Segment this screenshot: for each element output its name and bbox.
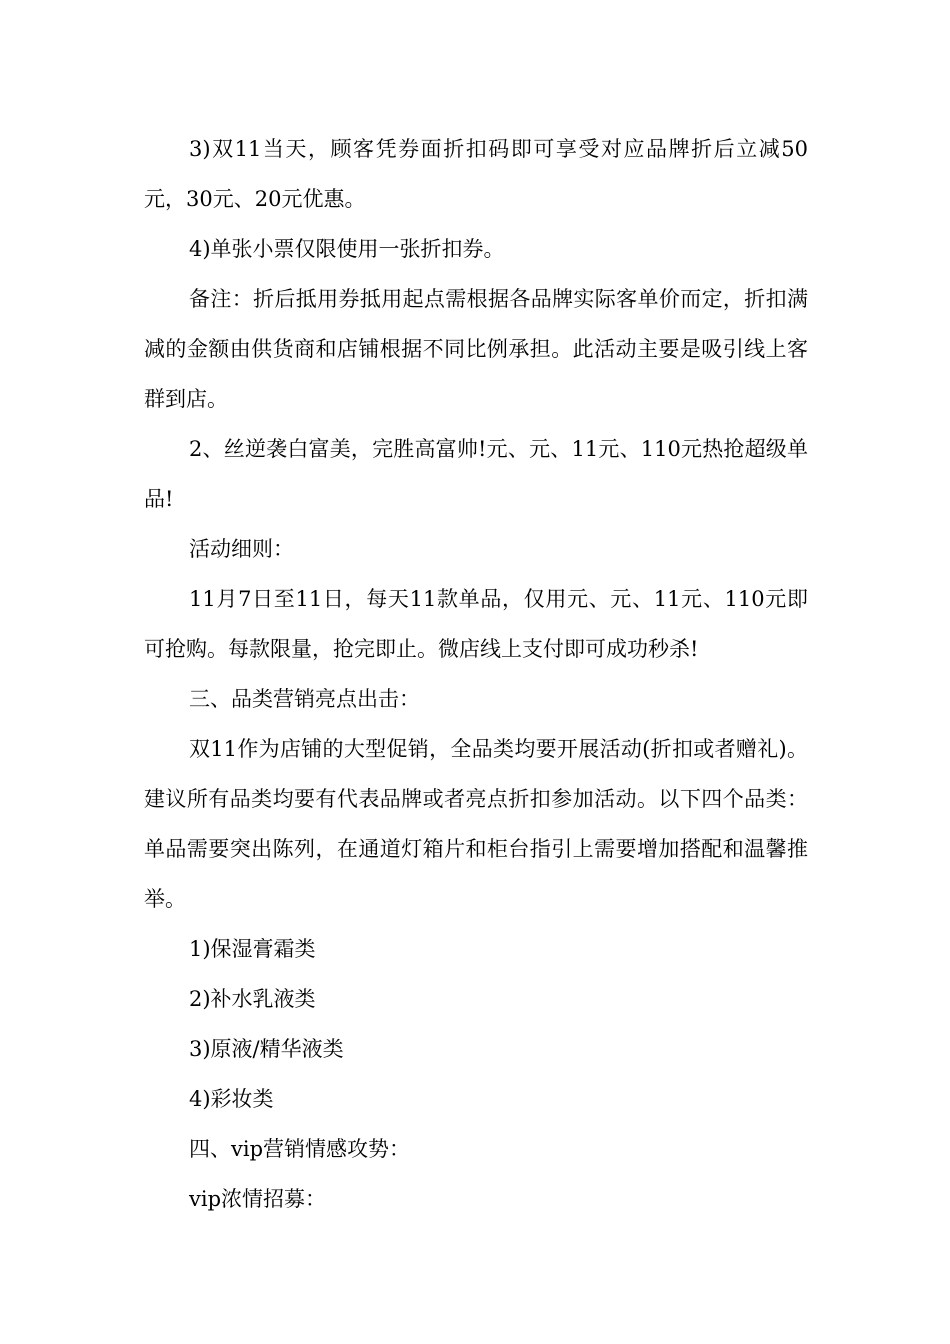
paragraph-activity-details-label: 活动细则： (189, 537, 294, 561)
paragraph-activity-details: 11月7日至11日，每天11款单品，仅用元、元、11元、110元即可抢购。每款限量，抢完即止。微店线上支付即可成功秒杀! (144, 587, 808, 661)
list-item-category-3: 3)原液/精华液类 (189, 1037, 344, 1061)
paragraph-discount-rule-3: 3)双11当天，顾客凭券面折扣码即可享受对应品牌折后立减50元，30元、20元优惠。 (144, 137, 808, 211)
paragraph-category-marketing: 双11作为店铺的大型促销，全品类均要开展活动(折扣或者赠礼)。建议所有品类均要有代表品牌或者亮点折扣参加活动。以下四个品类：单品需要突出陈列，在通道灯箱片和柜台指引上需要增加搭配和温馨推举。 (144, 737, 808, 911)
list-item-category-4: 4)彩妆类 (189, 1087, 274, 1111)
document-body (144, 124, 808, 1224)
list-item-category-1: 1)保湿膏霜类 (189, 937, 316, 961)
paragraph-section-3-heading: 三、品类营销亮点出击： (189, 687, 420, 711)
list-item-category-2: 2)补水乳液类 (189, 987, 316, 1011)
paragraph-vip-recruitment: vip浓情招募： (189, 1187, 327, 1211)
paragraph-remark: 备注：折后抵用券抵用起点需根据各品牌实际客单价而定，折扣满减的金额由供货商和店铺根据不同比例承担。此活动主要是吸引线上客群到店。 (144, 287, 808, 411)
paragraph-section-4-heading: 四、vip营销情感攻势： (189, 1137, 411, 1161)
paragraph-section-2-heading: 2、丝逆袭白富美，完胜高富帅!元、元、11元、110元热抢超级单品! (144, 437, 808, 511)
paragraph-discount-rule-4: 4)单张小票仅限使用一张折扣券。 (189, 237, 505, 261)
